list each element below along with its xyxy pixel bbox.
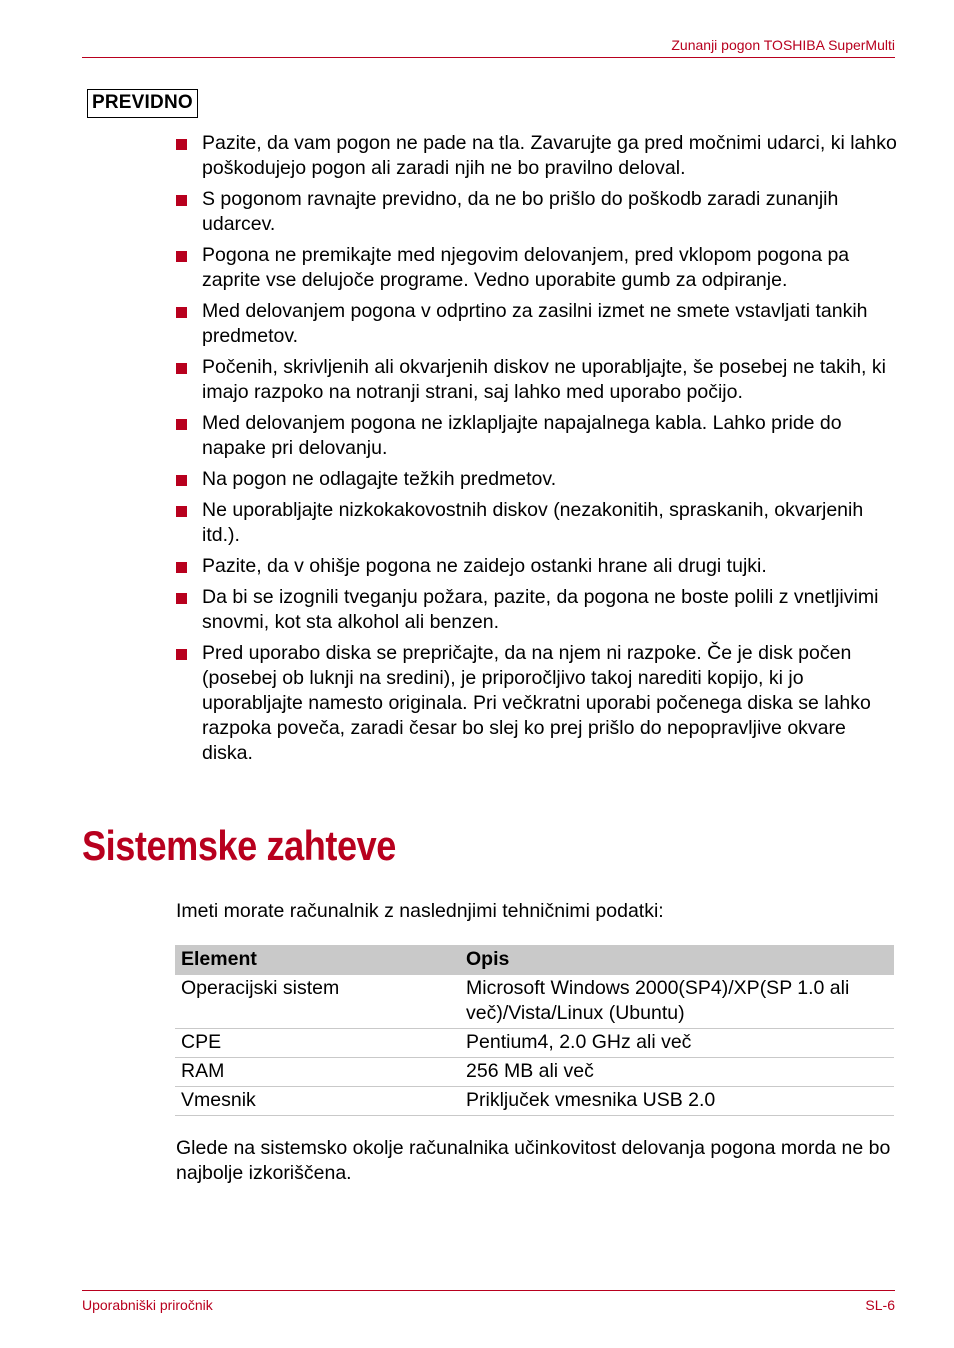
caution-item [176, 467, 902, 492]
table-cell: RAM [175, 1058, 460, 1087]
caution-item-text: Pazite, da vam pogon ne pade na tla. Zavarujte ga pred močnimi udarci, ki lahko poškodujejo pogon ali zaradi njih ne bo pravilno deloval. [202, 132, 897, 179]
table-cell: CPE [175, 1029, 460, 1058]
footer-rule [82, 1290, 895, 1291]
section-intro: Imeti morate računalnik z naslednjimi tehničnimi podatki: [176, 900, 664, 922]
caution-item-text: Da bi se izognili tveganju požara, pazite, da pogona ne boste polili z vnetljivimi snovmi, kot sta alkohol ali benzen. [202, 586, 879, 633]
caution-item [176, 585, 902, 635]
square-bullet-icon [176, 649, 187, 660]
table-cell: Microsoft Windows 2000(SP4)/XP(SP 1.0 ali več)/Vista/Linux (Ubuntu) [460, 975, 894, 1029]
section-title: Sistemske zahteve [82, 822, 396, 869]
table-cell: 256 MB ali več [460, 1058, 894, 1087]
table-row [175, 1029, 894, 1058]
caution-item [176, 411, 902, 461]
square-bullet-icon [176, 475, 187, 486]
caution-item [176, 554, 902, 579]
caution-item [176, 299, 902, 349]
requirements-table [175, 945, 894, 1116]
closing-paragraph: Glede na sistemsko okolje računalnika učinkovitost delovanja pogona morda ne bo najbolje izkoriščena. [176, 1137, 891, 1184]
caution-item [176, 355, 902, 405]
table-row [175, 1058, 894, 1087]
square-bullet-icon [176, 506, 187, 517]
header-rule [82, 57, 895, 58]
footer-manual-title: Uporabniški priročnik [82, 1297, 213, 1313]
square-bullet-icon [176, 139, 187, 150]
caution-item [176, 641, 902, 766]
table-cell: Pentium4, 2.0 GHz ali več [460, 1029, 894, 1058]
caution-item [176, 131, 902, 181]
caution-item-text: Pogona ne premikajte med njegovim delovanjem, pred vklopom pogona pa zaprite vse delujoče programe. Vedno uporabite gumb za odpiranje. [202, 244, 850, 291]
table-cell: Vmesnik [175, 1087, 460, 1116]
square-bullet-icon [176, 562, 187, 573]
table-row [175, 1087, 894, 1116]
caution-item-text: S pogonom ravnajte previdno, da ne bo prišlo do poškodb zaradi zunanjih udarcev. [202, 188, 839, 235]
caution-item-text: Pazite, da v ohišje pogona ne zaidejo ostanki hrane ali drugi tujki. [202, 555, 767, 577]
caution-item-text: Na pogon ne odlagajte težkih predmetov. [202, 468, 557, 490]
table-cell: Priključek vmesnika USB 2.0 [460, 1087, 894, 1116]
square-bullet-icon [176, 251, 187, 262]
square-bullet-icon [176, 307, 187, 318]
table-row [175, 975, 894, 1029]
square-bullet-icon [176, 363, 187, 374]
caution-label: PREVIDNO [87, 89, 198, 118]
caution-item-text: Med delovanjem pogona ne izklapljajte napajalnega kabla. Lahko pride do napake pri delovanju. [202, 412, 842, 459]
caution-item [176, 243, 902, 293]
column-header-element: Element [175, 945, 460, 975]
table-header-row [175, 945, 894, 975]
square-bullet-icon [176, 593, 187, 604]
caution-item-text: Ne uporabljajte nizkokakovostnih diskov (nezakonitih, spraskanih, okvarjenih itd.). [202, 499, 864, 546]
caution-item [176, 187, 902, 237]
caution-item-text: Pred uporabo diska se prepričajte, da na njem ni razpoke. Če je disk počen (posebej ob luknji na sredini), je priporočljivo takoj narediti kopijo, ki jo uporabljajte namesto originala. Pri večkratni uporabi počenega diska se lahko razpoka poveča, zaradi česar bo slej ko prej prišlo do nepopravljive okvare diska. [202, 642, 871, 764]
column-header-description: Opis [460, 945, 894, 975]
running-header: Zunanji pogon TOSHIBA SuperMulti [671, 37, 895, 53]
caution-item [176, 498, 902, 548]
caution-item-text: Počenih, skrivljenih ali okvarjenih diskov ne uporabljajte, še posebej ne takih, ki imajo razpoko na notranji strani, saj lahko med uporabo počijo. [202, 356, 886, 403]
table-cell: Operacijski sistem [175, 975, 460, 1029]
square-bullet-icon [176, 195, 187, 206]
caution-list [176, 131, 902, 772]
caution-item-text: Med delovanjem pogona v odprtino za zasilni izmet ne smete vstavljati tankih predmetov. [202, 300, 868, 347]
square-bullet-icon [176, 419, 187, 430]
page-number: SL-6 [865, 1297, 895, 1313]
